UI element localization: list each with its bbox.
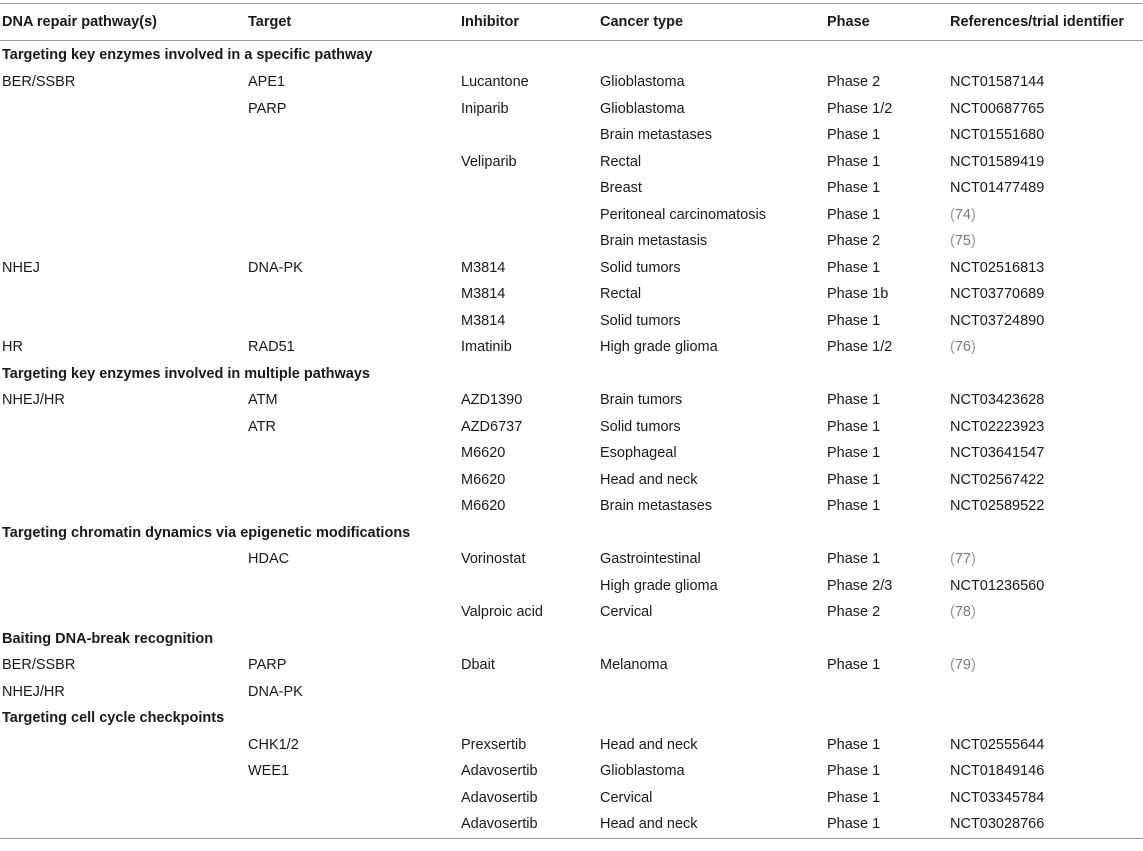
cell-pathway: NHEJ (2, 259, 40, 276)
table-row (0, 175, 1143, 202)
cell-phase: Phase 1 (827, 445, 881, 462)
cell-pathway (0, 546, 246, 573)
section-row (0, 520, 1143, 547)
cell-target: ATR (248, 418, 276, 435)
cell-pathway (0, 308, 246, 335)
table-row (0, 440, 1143, 467)
cell-inhibitor: AZD6737 (461, 418, 523, 435)
cell-pathway (0, 122, 246, 149)
table-row (0, 652, 1143, 679)
cell-cancer: High grade glioma (600, 577, 718, 594)
cell-pathway (0, 467, 246, 494)
section-row (0, 705, 1143, 732)
cell-pathway: BER/SSBR (2, 657, 76, 674)
cell-pathway (0, 758, 246, 785)
section-row (0, 41, 1143, 70)
clinical-trials-table (0, 3, 1143, 839)
cell-inhibitor (459, 202, 598, 229)
cell-cancer: Rectal (600, 153, 642, 170)
cell-phase: Phase 1b (827, 286, 889, 303)
cell-cancer: Melanoma (600, 657, 668, 674)
cell-pathway (0, 281, 246, 308)
cell-cancer: Brain tumors (600, 392, 683, 409)
cell-target (246, 785, 459, 812)
cell-cancer: Glioblastoma (600, 100, 685, 117)
cell-reference: (78) (950, 604, 976, 621)
citation-link[interactable]: 78 (954, 604, 971, 621)
cell-target: HDAC (248, 551, 290, 568)
cell-reference: NCT02223923 (950, 418, 1045, 435)
cell-inhibitor: Iniparib (461, 100, 509, 117)
cell-phase: Phase 1 (827, 498, 881, 515)
cell-phase: Phase 1 (827, 153, 881, 170)
cell-phase: Phase 1 (827, 180, 881, 197)
cell-cancer: Cervical (600, 604, 653, 621)
cell-inhibitor (459, 573, 598, 600)
cell-pathway (0, 96, 246, 123)
cell-phase: Phase 1/2 (827, 339, 893, 356)
cell-pathway (0, 811, 246, 838)
cell-reference: NCT03770689 (950, 286, 1045, 303)
cell-inhibitor: M6620 (461, 445, 506, 462)
cell-cancer: Peritoneal carcinomatosis (600, 206, 767, 223)
section-row (0, 626, 1143, 653)
cell-inhibitor: Adavosertib (461, 789, 538, 806)
cell-cancer: Solid tumors (600, 312, 681, 329)
table-row (0, 414, 1143, 441)
cell-target (246, 202, 459, 229)
cell-cancer (598, 679, 825, 706)
cell-reference: NCT03423628 (950, 392, 1045, 409)
cell-phase: Phase 2 (827, 604, 881, 621)
cell-pathway (0, 493, 246, 520)
cell-target (246, 308, 459, 335)
cell-reference: NCT02589522 (950, 498, 1045, 515)
cell-cancer: Glioblastoma (600, 74, 685, 91)
cell-target (246, 281, 459, 308)
cell-cancer: High grade glioma (600, 339, 718, 356)
cell-cancer: Breast (600, 180, 642, 197)
cell-cancer: Glioblastoma (600, 763, 685, 780)
table-row (0, 122, 1143, 149)
cell-cancer: Head and neck (600, 471, 698, 488)
cell-phase: Phase 1 (827, 127, 881, 144)
cell-target (246, 122, 459, 149)
cell-target (246, 149, 459, 176)
section-title: Baiting DNA-break recognition (2, 630, 214, 647)
cell-target: APE1 (248, 74, 286, 91)
cell-reference: NCT00687765 (950, 100, 1045, 117)
table-row (0, 785, 1143, 812)
citation-link[interactable]: 74 (954, 206, 971, 223)
header-cancer-type: Cancer type (598, 4, 825, 41)
cell-inhibitor: M6620 (461, 498, 506, 515)
cell-target: PARP (248, 657, 287, 674)
cell-pathway: BER/SSBR (2, 74, 76, 91)
cell-inhibitor: Adavosertib (461, 763, 538, 780)
cell-target (246, 573, 459, 600)
cell-reference: NCT01849146 (950, 763, 1045, 780)
table-body (0, 41, 1143, 839)
cell-inhibitor: Valproic acid (461, 604, 543, 621)
cell-target: PARP (248, 100, 287, 117)
cell-inhibitor: Imatinib (461, 339, 512, 356)
cell-reference: NCT01477489 (950, 180, 1045, 197)
table-row (0, 387, 1143, 414)
cell-reference: NCT03028766 (948, 811, 1143, 838)
table-row (0, 149, 1143, 176)
table-row (0, 281, 1143, 308)
cell-phase: Phase 2 (827, 233, 881, 250)
cell-reference: NCT03641547 (950, 445, 1045, 462)
citation-link[interactable]: 76 (954, 339, 971, 356)
table-row (0, 334, 1143, 361)
cell-pathway (0, 175, 246, 202)
cell-phase: Phase 1 (827, 657, 881, 674)
cell-pathway (0, 202, 246, 229)
table-row (0, 493, 1143, 520)
cell-target (246, 175, 459, 202)
cell-reference: NCT03345784 (950, 789, 1045, 806)
cell-pathway (0, 732, 246, 759)
cell-pathway: NHEJ/HR (2, 392, 65, 409)
header-inhibitor: Inhibitor (459, 4, 598, 41)
cell-inhibitor: Prexsertib (461, 736, 527, 753)
cell-cancer: Rectal (600, 286, 642, 303)
cell-reference: (77) (950, 551, 976, 568)
cell-cancer: Brain metastases (600, 498, 713, 515)
header-references: References/trial identifier (948, 4, 1143, 41)
cell-inhibitor: Lucantone (461, 74, 529, 91)
cell-inhibitor: Veliparib (461, 153, 517, 170)
table-row (0, 546, 1143, 573)
table-row (0, 573, 1143, 600)
cell-target (246, 228, 459, 255)
cell-inhibitor (459, 122, 598, 149)
cell-target: CHK1/2 (248, 736, 299, 753)
cell-pathway (0, 785, 246, 812)
section-title: Targeting chromatin dynamics via epigenetic modifications (2, 524, 411, 541)
cell-cancer: Gastrointestinal (600, 551, 701, 568)
table-row (0, 308, 1143, 335)
cell-target: ATM (248, 392, 278, 409)
cell-inhibitor (459, 679, 598, 706)
table-row (0, 96, 1143, 123)
cell-target (246, 493, 459, 520)
cell-phase: Phase 1 (827, 392, 881, 409)
header-row (0, 4, 1143, 41)
cell-inhibitor: M6620 (461, 471, 506, 488)
cell-cancer: Head and neck (598, 811, 825, 838)
cell-phase: Phase 1 (827, 471, 881, 488)
cell-inhibitor: M3814 (461, 286, 506, 303)
table-row (0, 732, 1143, 759)
table-row (0, 679, 1143, 706)
cell-inhibitor: M3814 (461, 312, 506, 329)
cell-pathway: HR (2, 339, 23, 356)
cell-reference: (74) (950, 206, 976, 223)
cell-target: RAD51 (248, 339, 295, 356)
cell-phase: Phase 1 (827, 312, 881, 329)
table-row (0, 758, 1143, 785)
section-title: Targeting cell cycle checkpoints (2, 710, 225, 727)
cell-pathway (0, 228, 246, 255)
citation-link[interactable]: 75 (954, 233, 971, 250)
cell-phase: Phase 2/3 (827, 577, 893, 594)
header-phase: Phase (825, 4, 948, 41)
table-row (0, 202, 1143, 229)
cell-reference: NCT02567422 (950, 471, 1045, 488)
cell-cancer: Brain metastases (600, 127, 713, 144)
cell-target: DNA-PK (248, 259, 303, 276)
cell-pathway (0, 149, 246, 176)
cell-cancer: Head and neck (600, 736, 698, 753)
cell-pathway (0, 599, 246, 626)
table-row (0, 467, 1143, 494)
cell-reference: (75) (950, 233, 976, 250)
cell-inhibitor (459, 175, 598, 202)
table-row (0, 255, 1143, 282)
cell-inhibitor: Vorinostat (461, 551, 526, 568)
table-row (0, 228, 1143, 255)
cell-reference: NCT01236560 (950, 577, 1045, 594)
cell-reference: NCT02555644 (950, 736, 1045, 753)
cell-phase: Phase 1 (825, 811, 948, 838)
cell-inhibitor (459, 228, 598, 255)
cell-inhibitor: Dbait (461, 657, 495, 674)
cell-cancer: Brain metastasis (600, 233, 708, 250)
cell-reference: (76) (950, 339, 976, 356)
cell-phase: Phase 1 (827, 418, 881, 435)
citation-link[interactable]: 77 (954, 551, 971, 568)
cell-target: DNA-PK (248, 683, 303, 700)
cell-phase: Phase 1 (827, 763, 881, 780)
cell-inhibitor: Adavosertib (459, 811, 598, 838)
cell-reference (948, 679, 1143, 706)
cell-phase: Phase 1 (827, 789, 881, 806)
section-row (0, 361, 1143, 388)
cell-cancer: Solid tumors (600, 418, 681, 435)
cell-reference: NCT01589419 (950, 153, 1045, 170)
cell-phase: Phase 2 (827, 74, 881, 91)
cell-cancer: Solid tumors (600, 259, 681, 276)
cell-target (246, 440, 459, 467)
header-pathway: DNA repair pathway(s) (0, 4, 246, 41)
cell-phase (825, 679, 948, 706)
cell-phase: Phase 1 (827, 736, 881, 753)
cell-target (246, 599, 459, 626)
cell-reference: NCT03724890 (950, 312, 1045, 329)
cell-pathway (0, 440, 246, 467)
table-row (0, 599, 1143, 626)
cell-pathway (0, 573, 246, 600)
table-row (0, 69, 1143, 96)
cell-target (246, 811, 459, 838)
cell-reference: NCT01587144 (950, 74, 1045, 91)
section-title: Targeting key enzymes involved in a specific pathway (2, 47, 373, 63)
cell-phase: Phase 1 (827, 259, 881, 276)
cell-reference: NCT01551680 (950, 127, 1045, 144)
cell-phase: Phase 1 (827, 206, 881, 223)
cell-reference: (79) (950, 657, 976, 674)
table-row (0, 811, 1143, 838)
cell-phase: Phase 1/2 (827, 100, 893, 117)
cell-pathway: NHEJ/HR (2, 683, 65, 700)
cell-pathway (0, 414, 246, 441)
section-title: Targeting key enzymes involved in multiple pathways (2, 365, 370, 382)
header-target: Target (246, 4, 459, 41)
cell-cancer: Cervical (600, 789, 653, 806)
cell-inhibitor: AZD1390 (461, 392, 523, 409)
cell-reference: NCT02516813 (950, 259, 1045, 276)
cell-cancer: Esophageal (600, 445, 677, 462)
cell-phase: Phase 1 (827, 551, 881, 568)
citation-link[interactable]: 79 (954, 657, 971, 674)
cell-inhibitor: M3814 (461, 259, 506, 276)
cell-target: WEE1 (248, 763, 290, 780)
cell-target (246, 467, 459, 494)
